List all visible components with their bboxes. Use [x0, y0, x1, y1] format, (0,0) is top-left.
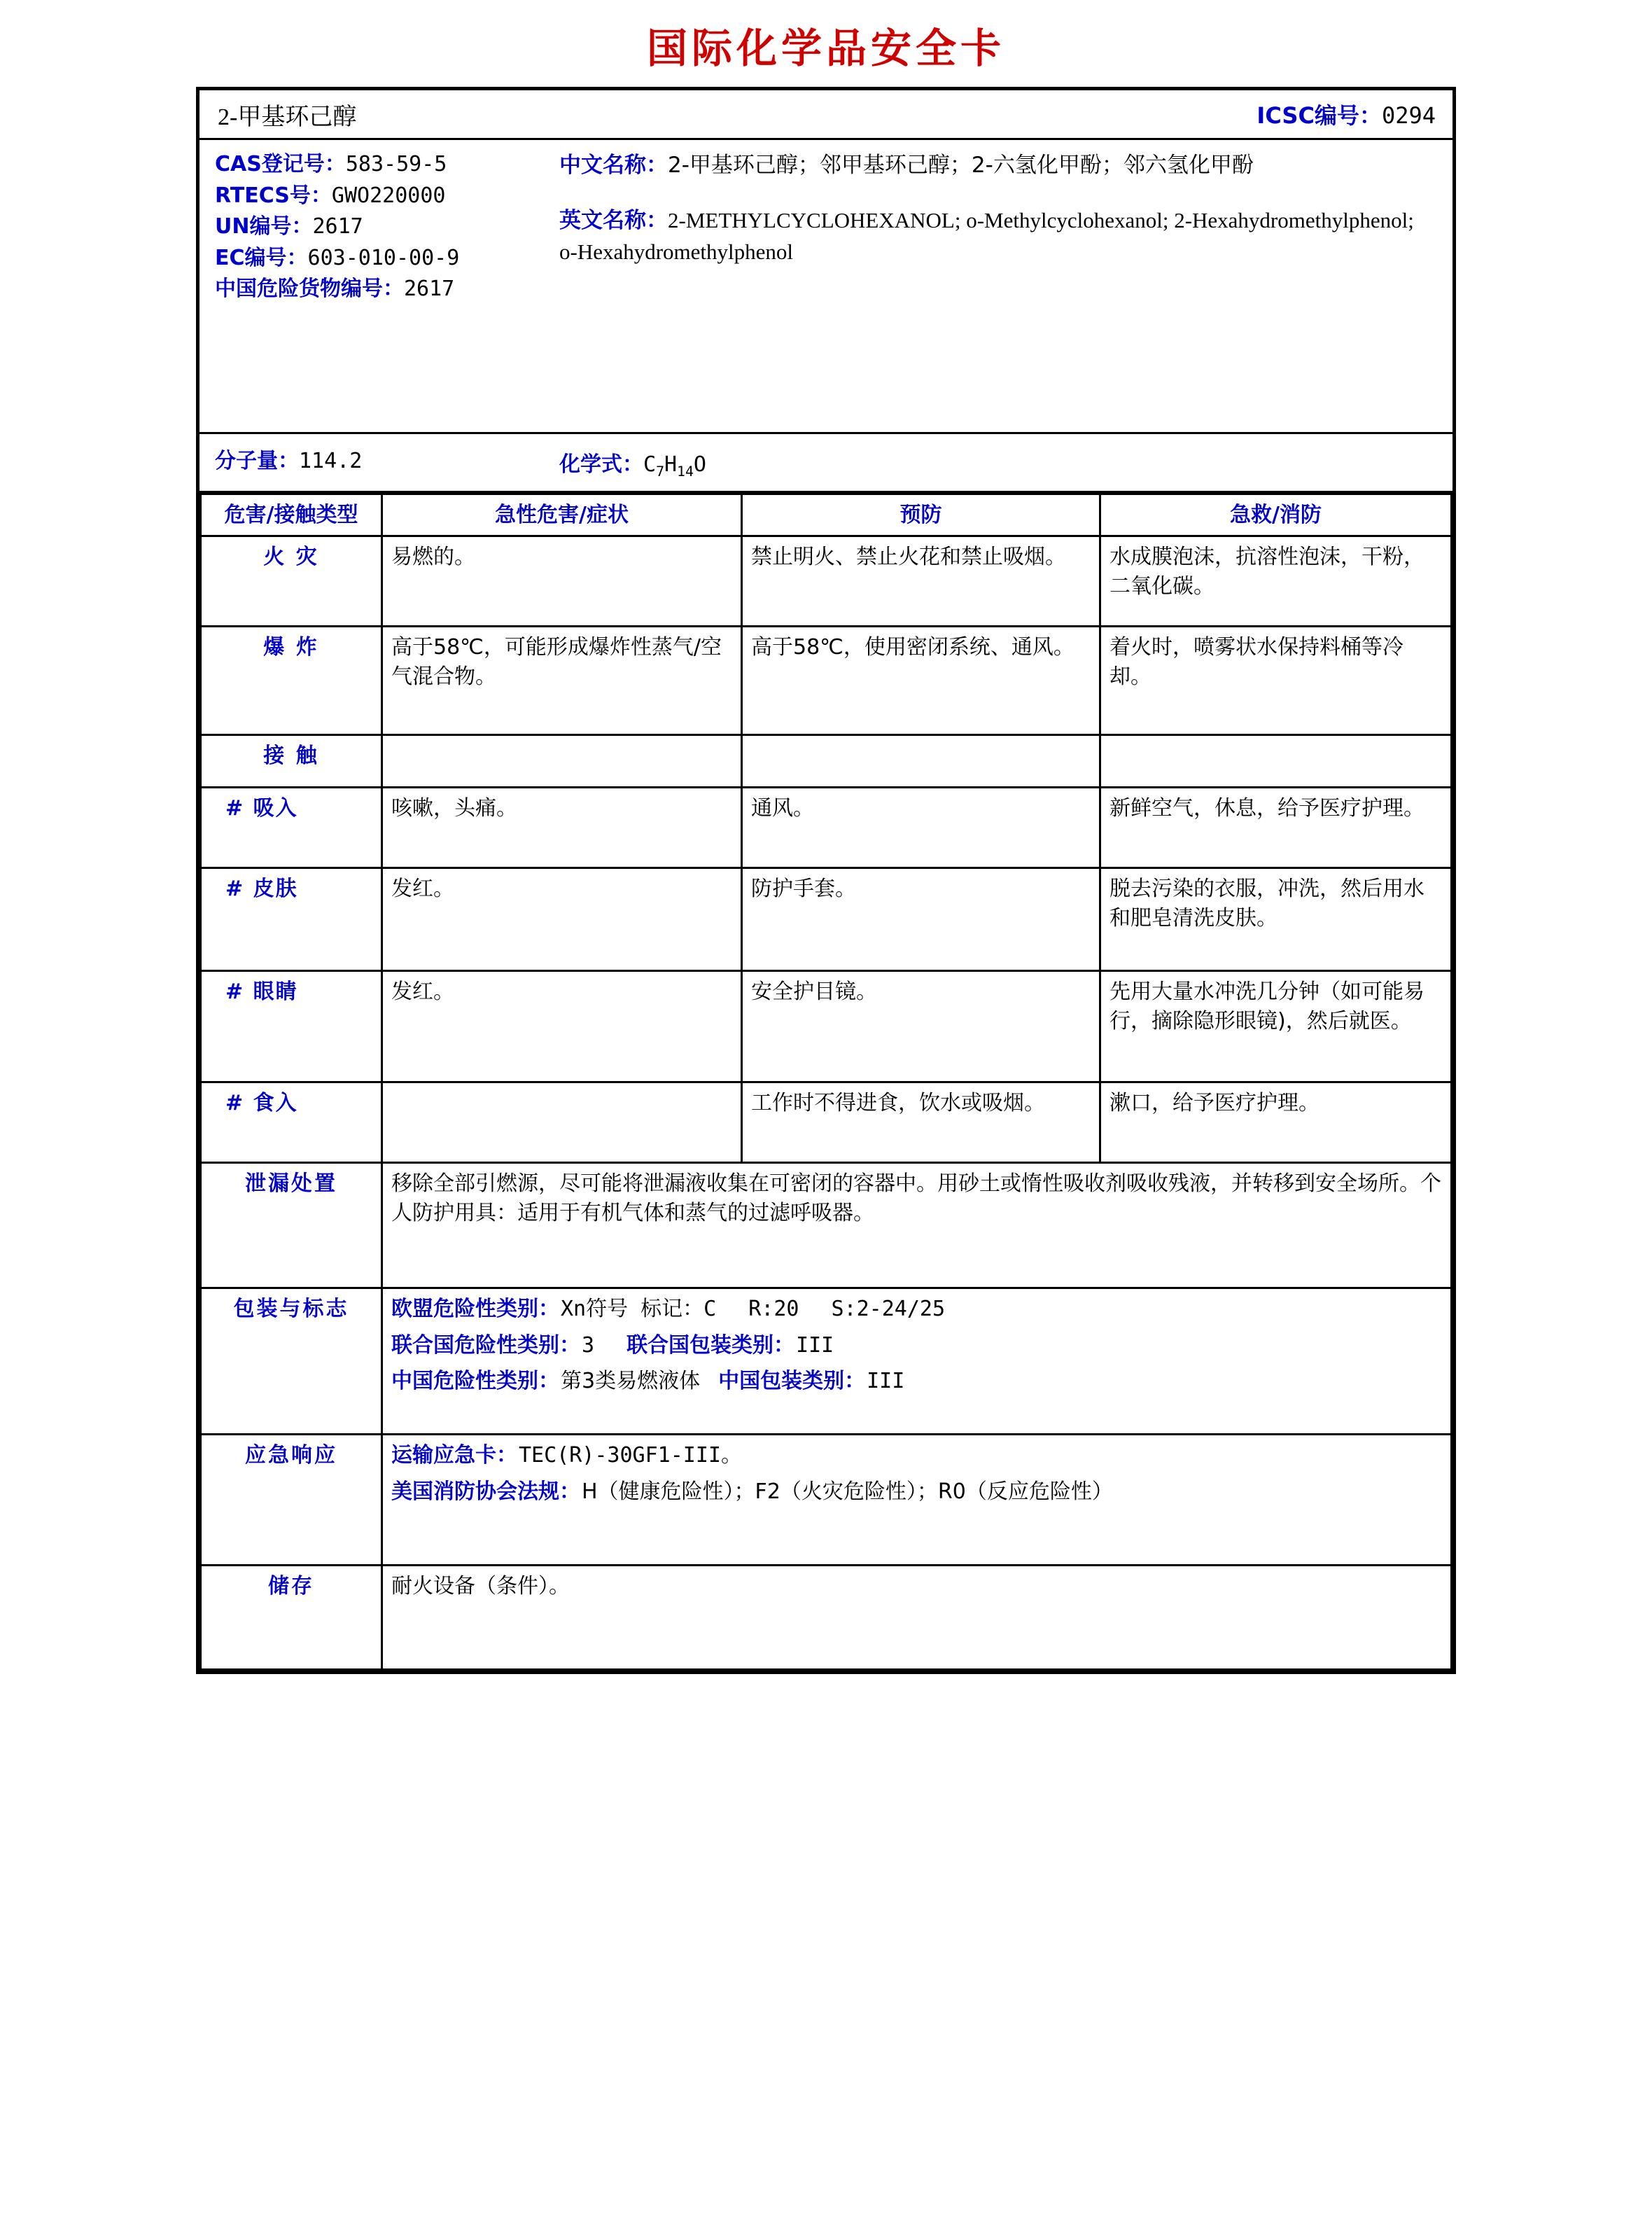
identifier-list	[200, 150, 550, 425]
packaging-cn-class-label: 中国危险性类别：	[391, 1369, 559, 1394]
row-skin-firstaid: 脱去污染的衣服，冲洗，然后用水和肥皂清洗皮肤。	[1100, 868, 1452, 971]
identifier-cas-label: CAS登记号：	[215, 152, 346, 176]
table-row-exposure	[201, 735, 1452, 788]
identifier-un-value: 2617	[312, 214, 363, 239]
page-title: 国际化学品安全卡	[646, 25, 1005, 72]
packaging-cn-class-value: 第3类易燃液体	[561, 1369, 701, 1394]
emergency-nfpa-label: 美国消防协会法规：	[391, 1479, 580, 1504]
identifier-rtecs-value: GWO220000	[331, 183, 446, 208]
header-symptoms: 急性危害/症状	[382, 494, 742, 536]
table-row-ingestion	[201, 1082, 1452, 1163]
row-eyes-symptoms: 发红。	[382, 971, 742, 1082]
row-inhalation-firstaid: 新鲜空气，休息，给予医疗护理。	[1100, 788, 1452, 868]
row-storage-text: 耐火设备（条件）。	[382, 1566, 1452, 1670]
row-exposure-firstaid	[1100, 735, 1452, 788]
english-names	[559, 205, 1432, 268]
chinese-names-label: 中文名称：	[559, 153, 668, 178]
row-type-leak: 泄漏处置	[201, 1163, 382, 1288]
row-inhalation-prevention: 通风。	[742, 788, 1100, 868]
card-header	[200, 90, 1452, 140]
row-type-eyes: # 眼睛	[201, 971, 382, 1082]
identifier-un	[215, 212, 550, 242]
row-type-ingestion: # 食入	[201, 1082, 382, 1163]
english-names-value: 2-METHYLCYCLOHEXANOL; o-Methylcyclohexanol; 2-Hexahydromethylphenol; o-Hexahydromethylphenol	[559, 207, 1414, 264]
row-ingestion-prevention: 工作时不得进食，饮水或吸烟。	[742, 1082, 1100, 1163]
identifier-cas	[215, 150, 550, 180]
row-explosion-symptoms: 高于58℃，可能形成爆炸性蒸气/空气混合物。	[382, 627, 742, 735]
table-row-leak	[201, 1163, 1452, 1288]
emergency-transport-label: 运输应急卡：	[391, 1443, 517, 1468]
identifier-rtecs	[215, 181, 550, 211]
english-names-label: 英文名称：	[559, 207, 668, 233]
row-eyes-prevention: 安全护目镜。	[742, 971, 1100, 1082]
packaging-eu-label: 欧盟危险性类别：	[391, 1297, 559, 1322]
packaging-line-cn	[391, 1367, 1442, 1395]
row-skin-symptoms: 发红。	[382, 868, 742, 971]
packaging-un-group-value: III	[796, 1332, 834, 1358]
table-row-storage	[201, 1566, 1452, 1670]
row-ingestion-symptoms	[382, 1082, 742, 1163]
icsc-number-block	[1256, 98, 1452, 130]
row-packaging-content	[382, 1288, 1452, 1435]
row-type-packaging: 包装与标志	[201, 1288, 382, 1435]
emergency-transport-line	[391, 1441, 1442, 1470]
identification-block	[200, 140, 1452, 434]
identifier-cn-dangerous-goods	[215, 274, 550, 305]
row-inhalation-symptoms: 咳嗽，头痛。	[382, 788, 742, 868]
table-header-row	[201, 494, 1452, 536]
chinese-names	[559, 150, 1432, 181]
row-type-storage: 储存	[201, 1566, 382, 1670]
chemical-name: 2-甲基环己醇	[218, 104, 357, 130]
header-hazard-type-label: 危害/接触类型	[224, 503, 358, 527]
chemical-formula	[550, 447, 1452, 480]
emergency-nfpa-value: H（健康危险性）；F2（火灾危险性）；R0（反应危险性）	[582, 1479, 1113, 1504]
row-exposure-symptoms	[382, 735, 742, 788]
identifier-rtecs-label: RTECS号：	[215, 183, 332, 208]
table-row-inhalation	[201, 788, 1452, 868]
packaging-line-un	[391, 1331, 1442, 1360]
packaging-eu-value: Xn符号 标记：C	[561, 1297, 717, 1322]
row-ingestion-firstaid: 漱口，给予医疗护理。	[1100, 1082, 1452, 1163]
identifier-ec-label: EC编号：	[215, 245, 308, 270]
packaging-line-eu	[391, 1295, 1442, 1323]
chinese-names-value: 2-甲基环己醇；邻甲基环己醇；2-六氢化甲酚；邻六氢化甲酚	[668, 153, 1254, 178]
table-row-packaging	[201, 1288, 1452, 1435]
chemical-formula-label: 化学式：	[559, 452, 643, 477]
icsc-label: ICSC编号：	[1256, 102, 1382, 129]
row-type-exposure: 接 触	[201, 735, 382, 788]
header-hazard-type	[201, 494, 382, 536]
molecular-weight-label: 分子量：	[215, 449, 299, 473]
table-row-explosion	[201, 627, 1452, 735]
row-fire-firstaid: 水成膜泡沫，抗溶性泡沫，干粉，二氧化碳。	[1100, 536, 1452, 627]
row-type-skin: # 皮肤	[201, 868, 382, 971]
identifier-ec	[215, 244, 550, 274]
packaging-un-class-value: 3	[582, 1332, 595, 1358]
row-fire-prevention: 禁止明火、禁止火花和禁止吸烟。	[742, 536, 1100, 627]
row-explosion-firstaid: 着火时，喷雾状水保持料桶等冷却。	[1100, 627, 1452, 735]
row-eyes-firstaid: 先用大量水冲洗几分钟（如可能易行，摘除隐形眼镜)，然后就医。	[1100, 971, 1452, 1082]
identifier-ec-value: 603-010-00-9	[307, 245, 460, 270]
row-exposure-prevention	[742, 735, 1100, 788]
row-type-inhalation: # 吸入	[201, 788, 382, 868]
table-row-emergency	[201, 1435, 1452, 1566]
header-prevention: 预防	[742, 494, 1100, 536]
row-type-explosion: 爆 炸	[201, 627, 382, 735]
packaging-un-class-label: 联合国危险性类别：	[391, 1332, 580, 1358]
icsc-value: 0294	[1381, 102, 1436, 129]
row-fire-symptoms: 易燃的。	[382, 536, 742, 627]
packaging-cn-group-label: 中国包装类别：	[718, 1369, 866, 1394]
table-row-fire	[201, 536, 1452, 627]
row-emergency-content	[382, 1435, 1452, 1566]
packaging-eu-s: S:2-24/25	[831, 1297, 946, 1322]
row-skin-prevention: 防护手套。	[742, 868, 1100, 971]
identifier-un-label: UN编号：	[215, 214, 313, 239]
row-type-emergency: 应急响应	[201, 1435, 382, 1566]
table-row-eyes	[201, 971, 1452, 1082]
molecular-weight-value: 114.2	[299, 449, 363, 473]
packaging-cn-group-value: III	[867, 1369, 905, 1394]
emergency-nfpa-line	[391, 1477, 1442, 1506]
identifier-cn-label: 中国危险货物编号：	[215, 277, 404, 302]
molecular-weight	[200, 447, 550, 480]
table-row-skin	[201, 868, 1452, 971]
icsc-card	[196, 87, 1456, 1674]
identifier-cas-value: 583-59-5	[345, 152, 447, 176]
packaging-un-group-label: 联合国包装类别：	[626, 1332, 795, 1358]
molecular-row	[200, 444, 1452, 493]
row-leak-text: 移除全部引燃源，尽可能将泄漏液收集在可密闭的容器中。用砂土或惰性吸收剂吸收残液，并转移到安全场所。个人防护用具：适用于有机气体和蒸气的过滤呼吸器。	[382, 1163, 1452, 1288]
emergency-transport-value: TEC(R)-30GF1-III。	[519, 1443, 742, 1468]
hazard-table	[200, 493, 1452, 1671]
row-type-fire: 火 灾	[201, 536, 382, 627]
row-explosion-prevention: 高于58℃，使用密闭系统、通风。	[742, 627, 1100, 735]
chemical-formula-value: $C_7H_{14}O$	[643, 452, 706, 480]
header-firstaid: 急救/消防	[1100, 494, 1452, 536]
identifier-cn-value: 2617	[404, 277, 455, 302]
names-block	[550, 150, 1452, 425]
packaging-eu-r: R:20	[748, 1297, 799, 1322]
